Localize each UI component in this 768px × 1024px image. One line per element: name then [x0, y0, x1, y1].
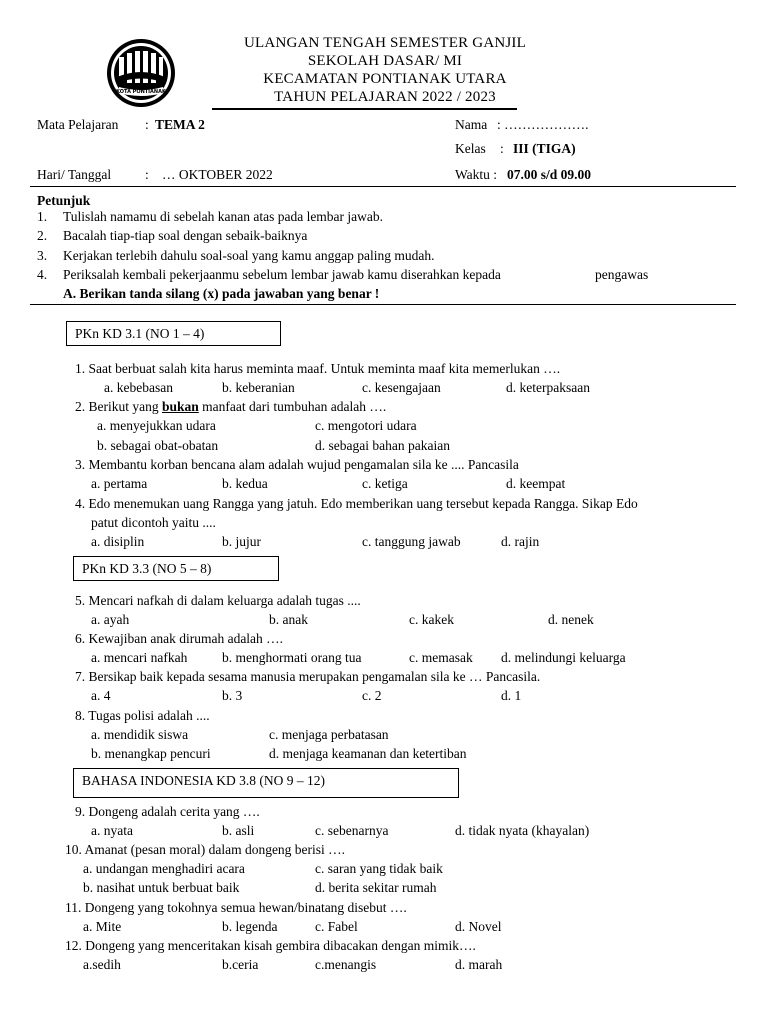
option: b. kedua — [222, 476, 268, 491]
svg-text:KOTA PONTIANAK: KOTA PONTIANAK — [116, 89, 166, 95]
name-label: Nama — [455, 117, 488, 132]
header-underline — [212, 108, 517, 110]
question-10: 10. Amanat (pesan moral) dalam dongeng berisi …. — [65, 842, 346, 857]
academic-year: TAHUN PELAJARAN 2022 / 2023 — [274, 89, 496, 105]
option: a. 4 — [91, 688, 111, 703]
instruction-text: Tulislah namamu di sebelah kanan atas pada lembar jawab. — [63, 209, 384, 224]
option: b. menghormati orang tua — [222, 650, 362, 665]
option: b.ceria — [222, 957, 259, 972]
option: c. Fabel — [315, 919, 358, 934]
option: b. menangkap pencuri — [91, 746, 211, 761]
question-4: 4. Edo menemukan uang Rangga yang jatuh. Edo memberikan uang tersebut kepada Rangga. Sikap Edo — [75, 496, 638, 511]
option: c. mengotori udara — [315, 418, 417, 433]
instructions-title: Petunjuk — [37, 193, 91, 208]
option: d. marah — [455, 957, 503, 972]
time-value: 07.00 s/d 09.00 — [507, 167, 592, 182]
subject-colon: : — [145, 117, 149, 132]
option: c.menangis — [315, 957, 377, 972]
question-8: 8. Tugas polisi adalah .... — [75, 708, 210, 723]
identity-divider — [30, 186, 736, 187]
option: a. pertama — [91, 476, 148, 491]
instructions-divider — [30, 304, 736, 305]
option: a. kebebasan — [104, 380, 173, 395]
option: c. kesengajaan — [362, 380, 441, 395]
option: b. 3 — [222, 688, 243, 703]
option: c. tanggung jawab — [362, 534, 461, 549]
name-field: : ………………. — [497, 117, 589, 132]
section-label: PKn KD 3.3 (NO 5 – 8) — [82, 561, 212, 576]
option: b. asli — [222, 823, 255, 838]
option: c. memasak — [409, 650, 473, 665]
date-label: Hari/ Tanggal — [37, 167, 112, 182]
option: d. nenek — [548, 612, 594, 627]
option: d. 1 — [501, 688, 522, 703]
date-value: … OKTOBER 2022 — [162, 167, 273, 182]
option: b. sebagai obat-obatan — [97, 438, 219, 453]
question-2: 2. Berikut yang bukan manfaat dari tumbuhan adalah …. — [75, 399, 387, 414]
option: a. undangan menghadiri acara — [83, 861, 245, 876]
section-label: PKn KD 3.1 (NO 1 – 4) — [75, 326, 205, 341]
time-label: Waktu : — [455, 167, 498, 182]
option: d. rajin — [501, 534, 540, 549]
option: d. keempat — [506, 476, 566, 491]
subject-value: TEMA 2 — [155, 117, 205, 132]
question-11: 11. Dongeng yang tokohnya semua hewan/binatang disebut …. — [65, 900, 407, 915]
instruction-text: Periksalah kembali pekerjaanmu sebelum lembar jawab kamu diserahkan kepada — [63, 267, 501, 282]
option: a. mendidik siswa — [91, 727, 189, 742]
date-colon: : — [145, 167, 149, 182]
question-4-continued: patut dicontoh yaitu .... — [91, 515, 216, 530]
question-6: 6. Kewajiban anak dirumah adalah …. — [75, 631, 284, 646]
option: b. anak — [269, 612, 308, 627]
exam-title: ULANGAN TENGAH SEMESTER GANJIL — [244, 35, 526, 51]
section-a-heading: A. Berikan tanda silang (x) pada jawaban yang benar ! — [63, 286, 380, 301]
option: a. ayah — [91, 612, 130, 627]
option: b. jujur — [222, 534, 261, 549]
instruction-number: 2. — [37, 228, 48, 243]
instruction-text: Kerjakan terlebih dahulu soal-soal yang kamu anggap paling mudah. — [63, 248, 435, 263]
question-9: 9. Dongeng adalah cerita yang …. — [75, 804, 260, 819]
option: a. disiplin — [91, 534, 145, 549]
option: a. nyata — [91, 823, 133, 838]
option: b. nasihat untuk berbuat baik — [83, 880, 240, 895]
option: b. legenda — [222, 919, 278, 934]
question-7: 7. Bersikap baik kepada sesama manusia merupakan pengamalan sila ke … Pancasila. — [75, 669, 541, 684]
kota-pontianak-logo — [105, 37, 177, 109]
option: d. keterpaksaan — [506, 380, 590, 395]
question-5: 5. Mencari nafkah di dalam keluarga adalah tugas .... — [75, 593, 361, 608]
option: b. keberanian — [222, 380, 295, 395]
option: c. saran yang tidak baik — [315, 861, 443, 876]
instruction-number: 4. — [37, 267, 48, 282]
option: c. ketiga — [362, 476, 408, 491]
option: a.sedih — [83, 957, 121, 972]
option: a. mencari nafkah — [91, 650, 188, 665]
option: c. 2 — [362, 688, 382, 703]
question-12: 12. Dongeng yang menceritakan kisah gembira dibacakan dengan mimik…. — [65, 938, 476, 953]
option: d. menjaga keamanan dan ketertiban — [269, 746, 467, 761]
option: d. berita sekitar rumah — [315, 880, 437, 895]
school-level: SEKOLAH DASAR/ MI — [307, 53, 463, 69]
question-1: 1. Saat berbuat salah kita harus meminta maaf. Untuk meminta maaf kita memerlukan …. — [75, 361, 561, 376]
class-colon: : — [500, 141, 504, 156]
subject-label: Mata Pelajaran — [37, 117, 119, 132]
question-3: 3. Membantu korban bencana alam adalah wujud pengamalan sila ke .... Pancasila — [75, 457, 519, 472]
option: c. kakek — [409, 612, 454, 627]
instruction-number: 1. — [37, 209, 48, 224]
option: a. menyejukkan udara — [97, 418, 216, 433]
option: d. sebagai bahan pakaian — [315, 438, 450, 453]
option: d. tidak nyata (khayalan) — [455, 823, 590, 838]
option: c. sebenarnya — [315, 823, 389, 838]
instruction-text: Bacalah tiap-tiap soal dengan sebaik-baiknya — [63, 228, 308, 243]
option: d. Novel — [455, 919, 502, 934]
option: c. menjaga perbatasan — [269, 727, 389, 742]
district: KECAMATAN PONTIANAK UTARA — [263, 71, 507, 87]
class-value: III (TIGA) — [513, 141, 576, 156]
instruction-number: 3. — [37, 248, 48, 263]
section-label: BAHASA INDONESIA KD 3.8 (NO 9 – 12) — [82, 773, 325, 788]
option: a. Mite — [83, 919, 122, 934]
option: d. melindungi keluarga — [501, 650, 626, 665]
instruction-text-tail: pengawas — [595, 267, 649, 282]
class-label: Kelas — [455, 141, 486, 156]
